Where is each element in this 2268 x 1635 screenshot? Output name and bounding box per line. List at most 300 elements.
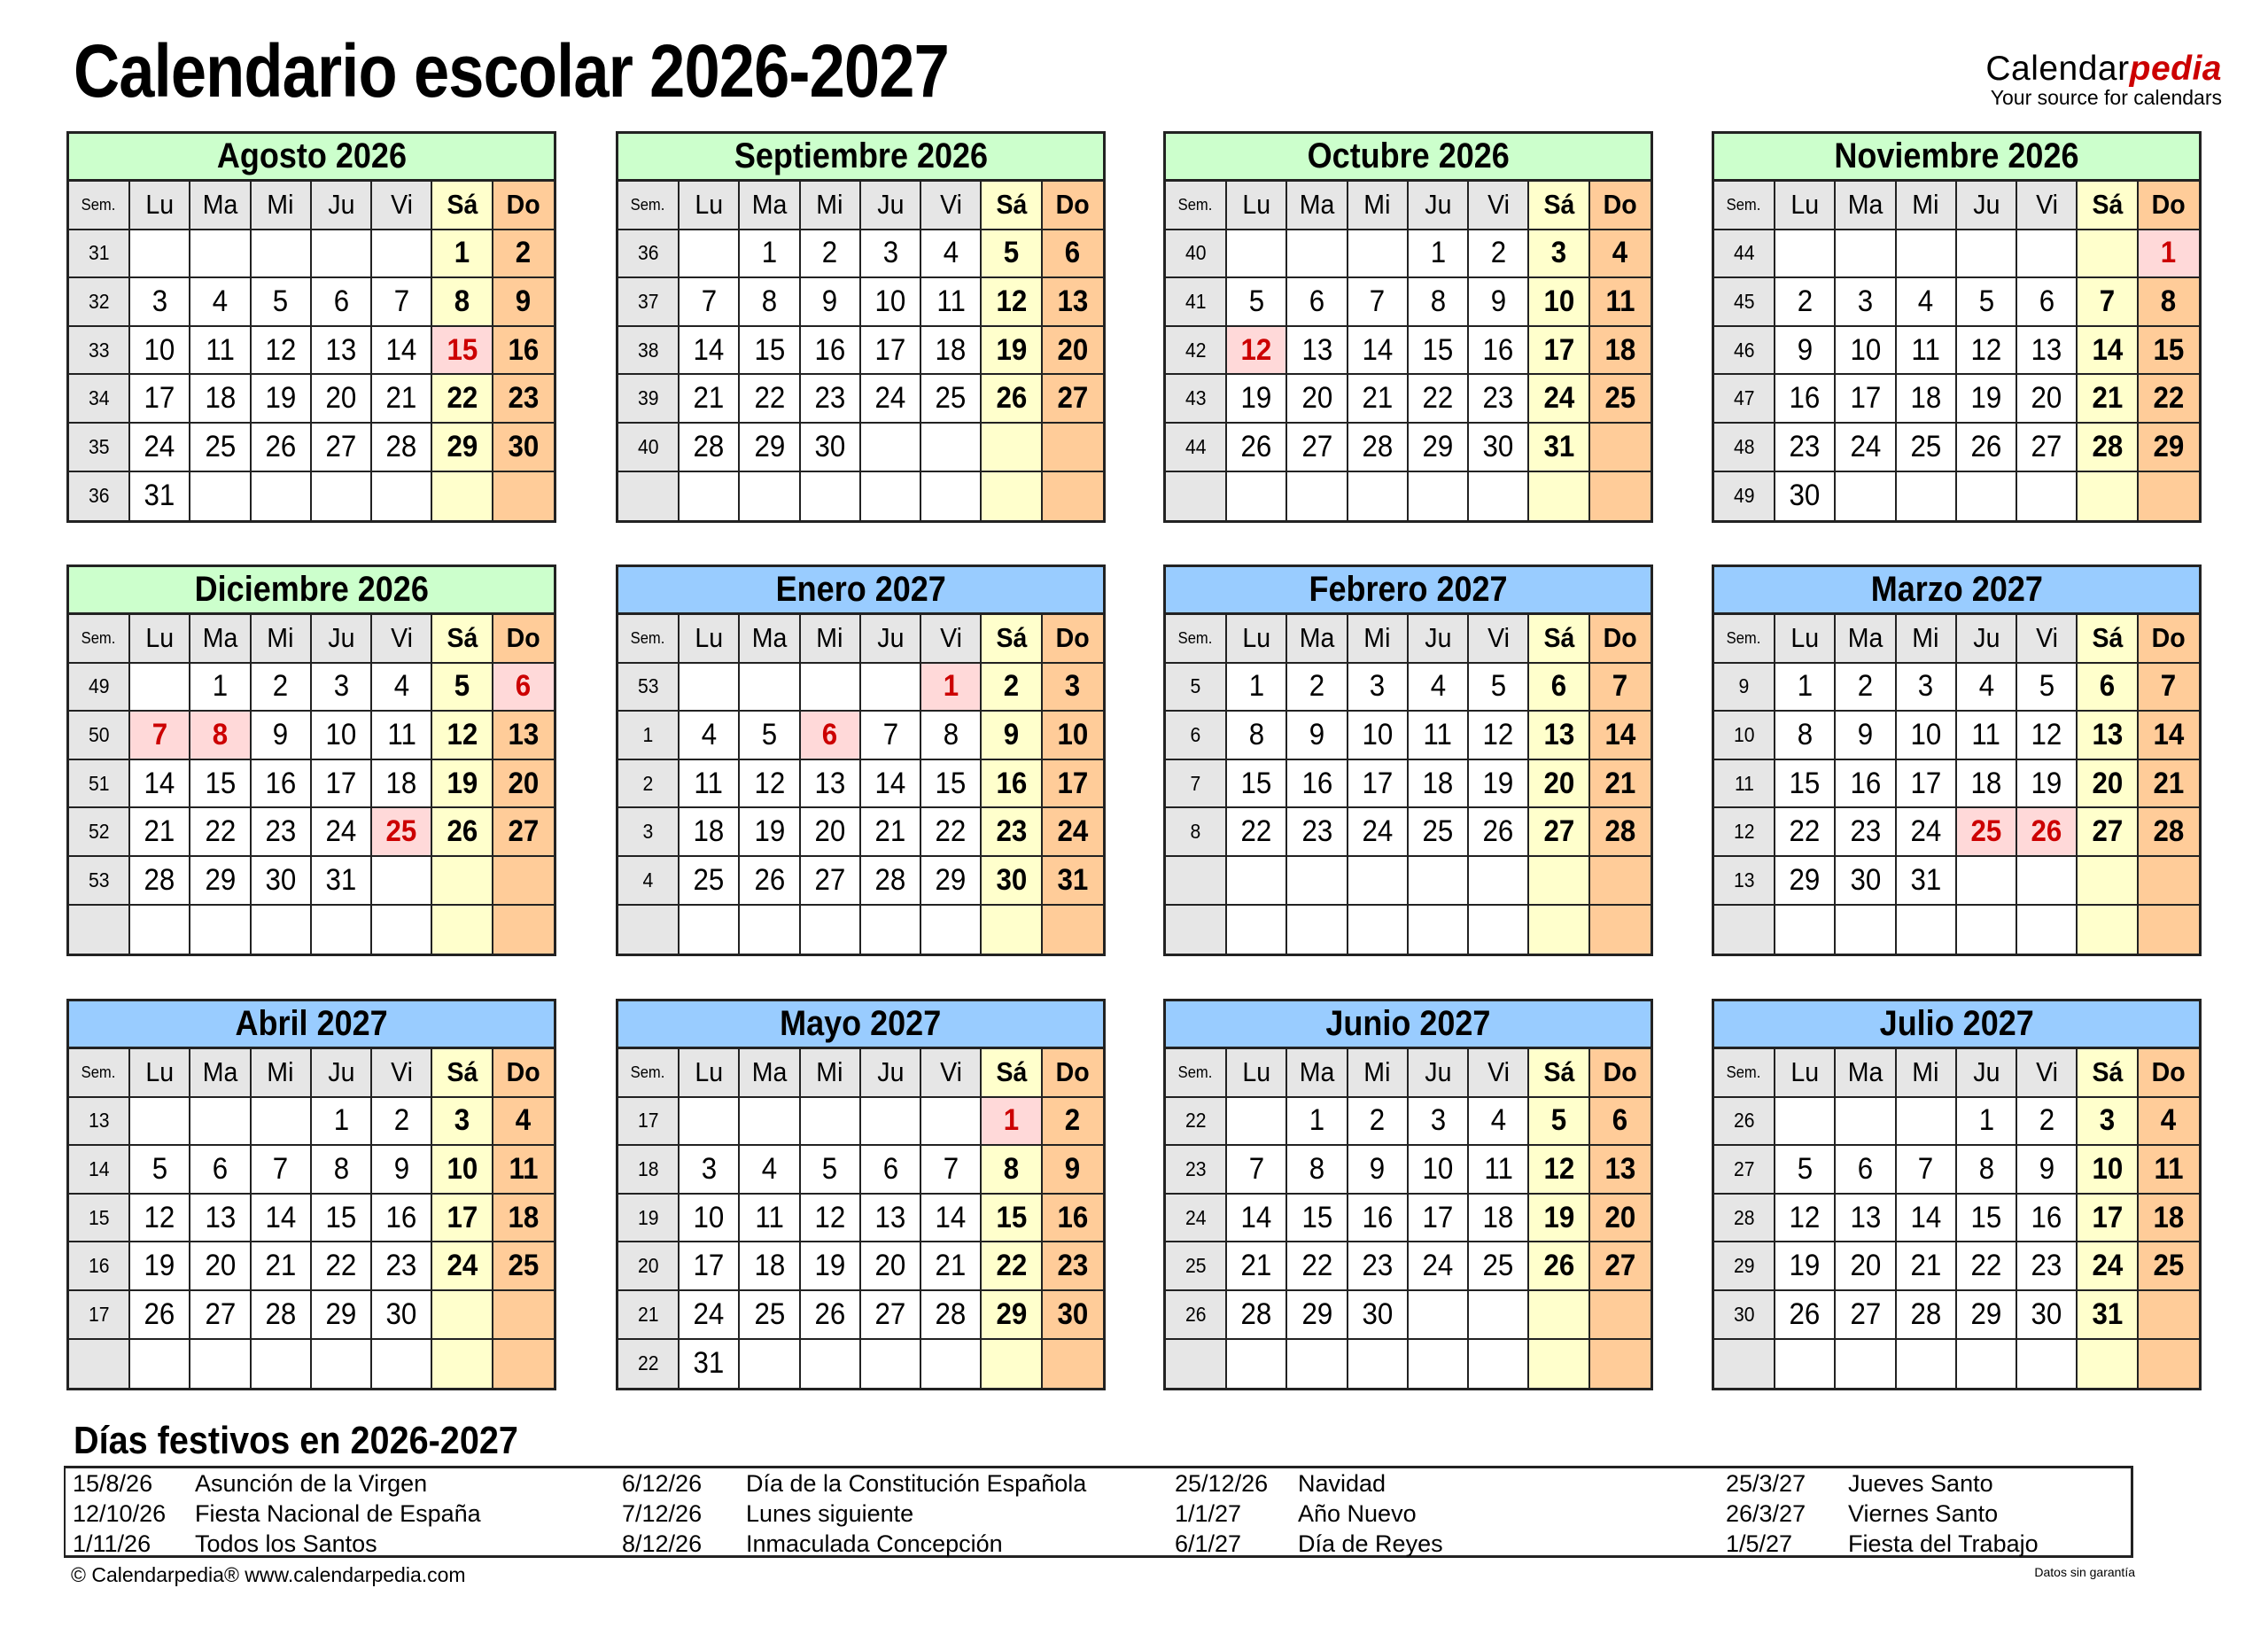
day-cell: 14: [2139, 712, 2199, 760]
day-cell: 2: [493, 230, 554, 279]
week-number: 13: [1714, 857, 1775, 906]
day-cell: 19: [1775, 1242, 1836, 1291]
month-calendar: [66, 131, 556, 523]
empty-day-cell: [1409, 906, 1469, 954]
day-cell: 19: [982, 327, 1042, 376]
empty-day-cell: [432, 857, 493, 906]
day-cell: 18: [740, 1242, 800, 1291]
empty-day-cell: [861, 424, 921, 472]
day-cell: 5: [1529, 1098, 1589, 1147]
day-cell: 11: [1897, 327, 1957, 376]
weekday-header: Vi: [2017, 182, 2078, 230]
month-calendar: [1712, 999, 2202, 1390]
day-cell: 12: [432, 712, 493, 760]
day-cell: 8: [740, 278, 800, 327]
holiday-date: 25/3/27: [1726, 1470, 1806, 1497]
empty-day-cell: [1836, 906, 1896, 954]
week-number: [69, 1340, 130, 1389]
day-cell: 23: [1775, 424, 1836, 472]
empty-day-cell: [2139, 857, 2199, 906]
day-cell: 23: [982, 808, 1042, 857]
month-title: [1166, 134, 1651, 182]
day-cell: 12: [2017, 712, 2078, 760]
month-calendar: [1712, 131, 2202, 523]
day-cell: 10: [861, 278, 921, 327]
day-cell: 29: [740, 424, 800, 472]
empty-day-cell: [252, 1098, 312, 1147]
week-number: 43: [1166, 375, 1227, 424]
weekday-header: Sá: [432, 615, 493, 664]
weekday-header: Vi: [1469, 1049, 1529, 1098]
day-cell: 16: [1287, 760, 1348, 809]
day-cell: 7: [1348, 278, 1409, 327]
week-number: 24: [1166, 1195, 1227, 1243]
day-cell: 22: [921, 808, 982, 857]
day-cell: 27: [861, 1291, 921, 1340]
empty-day-cell: [921, 906, 982, 954]
empty-day-cell: [1348, 1340, 1409, 1389]
weekday-header: Do: [1043, 182, 1103, 230]
week-column-header: Sem.: [69, 1049, 130, 1098]
day-cell: 27: [1043, 375, 1103, 424]
month-title: [618, 567, 1103, 615]
day-cell: 13: [2078, 712, 2138, 760]
week-number: 47: [1714, 375, 1775, 424]
day-cell: 4: [372, 664, 432, 712]
day-cell: 28: [372, 424, 432, 472]
week-number: 10: [1714, 712, 1775, 760]
empty-day-cell: [801, 906, 861, 954]
day-cell: 30: [1836, 857, 1896, 906]
day-cell: 22: [312, 1242, 372, 1291]
day-cell: 18: [921, 327, 982, 376]
empty-day-cell: [1043, 424, 1103, 472]
weekday-header: Sá: [1529, 1049, 1589, 1098]
day-cell: 23: [252, 808, 312, 857]
day-cell: 17: [1348, 760, 1409, 809]
day-cell: 27: [801, 857, 861, 906]
day-cell: 12: [740, 760, 800, 809]
week-number: 53: [618, 664, 680, 712]
weekday-header: Vi: [2017, 1049, 2078, 1098]
month-title-text: Marzo 2027: [1870, 570, 2043, 609]
week-number: 29: [1714, 1242, 1775, 1291]
empty-day-cell: [1409, 857, 1469, 906]
day-cell: 11: [921, 278, 982, 327]
weekday-header: Sá: [982, 615, 1042, 664]
day-cell: 30: [1043, 1291, 1103, 1340]
day-cell: 11: [740, 1195, 800, 1243]
day-cell: 17: [680, 1242, 740, 1291]
day-cell: 15: [312, 1195, 372, 1243]
week-number: 51: [69, 760, 130, 809]
day-cell: 28: [2139, 808, 2199, 857]
week-number: 40: [618, 424, 680, 472]
month-title-text: Diciembre 2026: [194, 570, 429, 609]
week-number: 27: [1714, 1146, 1775, 1195]
holidays-title: Días festivos en 2026-2027: [74, 1419, 518, 1462]
weekday-header: Lu: [680, 615, 740, 664]
day-cell: 13: [1836, 1195, 1896, 1243]
day-cell: 14: [130, 760, 190, 809]
day-cell: 29: [982, 1291, 1042, 1340]
day-cell: 29: [190, 857, 251, 906]
calendarpedia-logo[interactable]: [1985, 51, 2222, 108]
day-cell: 25: [2139, 1242, 2199, 1291]
day-cell: 9: [1043, 1146, 1103, 1195]
day-cell: 16: [801, 327, 861, 376]
weekday-header: Lu: [680, 182, 740, 230]
day-cell: 19: [130, 1242, 190, 1291]
week-number: 8: [1166, 808, 1227, 857]
day-cell: 26: [1529, 1242, 1589, 1291]
day-cell: 9: [2017, 1146, 2078, 1195]
day-cell: 18: [1897, 375, 1957, 424]
day-cell: 18: [1590, 327, 1651, 376]
day-cell: 7: [2139, 664, 2199, 712]
day-cell: 25: [1409, 808, 1469, 857]
day-cell: 7: [2078, 278, 2138, 327]
day-cell: 15: [2139, 327, 2199, 376]
empty-day-cell: [130, 1340, 190, 1389]
day-cell: 31: [1529, 424, 1589, 472]
day-cell: 28: [1348, 424, 1409, 472]
day-cell: 15: [1957, 1195, 2017, 1243]
day-cell: 11: [190, 327, 251, 376]
day-cell: 10: [1529, 278, 1589, 327]
day-cell: 29: [921, 857, 982, 906]
empty-day-cell: [1287, 472, 1348, 521]
weekday-header: Lu: [1227, 1049, 1287, 1098]
empty-day-cell: [432, 906, 493, 954]
weekday-header: Vi: [1469, 615, 1529, 664]
day-cell: 9: [252, 712, 312, 760]
day-cell: 23: [372, 1242, 432, 1291]
empty-day-cell: [190, 1098, 251, 1147]
weekday-header: Sá: [2078, 1049, 2138, 1098]
day-cell: 27: [1836, 1291, 1896, 1340]
day-cell: 2: [1469, 230, 1529, 279]
day-cell: 6: [1529, 664, 1589, 712]
weekday-header: Mi: [801, 182, 861, 230]
day-cell: 27: [2017, 424, 2078, 472]
weekday-header: Ma: [190, 182, 251, 230]
week-column-header: Sem.: [618, 182, 680, 230]
empty-day-cell: [740, 906, 800, 954]
day-cell: 12: [982, 278, 1042, 327]
day-cell: 3: [1529, 230, 1589, 279]
week-number: [1166, 472, 1227, 521]
empty-day-cell: [2078, 906, 2138, 954]
day-cell: 23: [801, 375, 861, 424]
day-cell: 1: [1227, 664, 1287, 712]
day-cell: 11: [493, 1146, 554, 1195]
empty-day-cell: [1775, 1340, 1836, 1389]
day-cell: 3: [1409, 1098, 1469, 1147]
day-cell: 17: [1529, 327, 1589, 376]
empty-day-cell: [1469, 472, 1529, 521]
day-cell: 24: [1836, 424, 1896, 472]
week-column-header: Sem.: [1714, 1049, 1775, 1098]
weekday-header: Ju: [861, 182, 921, 230]
empty-day-cell: [801, 664, 861, 712]
weekday-header: Lu: [130, 182, 190, 230]
day-cell: 12: [130, 1195, 190, 1243]
empty-day-cell: [1897, 906, 1957, 954]
week-number: 5: [1166, 664, 1227, 712]
empty-day-cell: [130, 664, 190, 712]
weekday-header: Vi: [921, 182, 982, 230]
empty-day-cell: [921, 472, 982, 521]
day-cell: 6: [1590, 1098, 1651, 1147]
day-cell: 27: [190, 1291, 251, 1340]
day-cell: 7: [252, 1146, 312, 1195]
day-cell: 1: [190, 664, 251, 712]
day-cell: 20: [1836, 1242, 1896, 1291]
empty-day-cell: [432, 472, 493, 521]
day-cell: 16: [2017, 1195, 2078, 1243]
day-cell: 22: [2139, 375, 2199, 424]
day-cell: 13: [2017, 327, 2078, 376]
day-cell: 24: [432, 1242, 493, 1291]
day-cell: 21: [130, 808, 190, 857]
day-cell: 18: [190, 375, 251, 424]
day-cell: 14: [1348, 327, 1409, 376]
day-cell: 17: [432, 1195, 493, 1243]
day-cell: 18: [2139, 1195, 2199, 1243]
week-number: 9: [1714, 664, 1775, 712]
weekday-header: Sá: [1529, 182, 1589, 230]
day-cell: 28: [1227, 1291, 1287, 1340]
month-title-text: Junio 2027: [1325, 1004, 1491, 1043]
day-cell: 15: [1287, 1195, 1348, 1243]
week-number: 21: [618, 1291, 680, 1340]
day-cell: 26: [432, 808, 493, 857]
empty-day-cell: [130, 230, 190, 279]
empty-day-cell: [740, 472, 800, 521]
day-cell: 5: [982, 230, 1042, 279]
holiday-date: 26/3/27: [1726, 1500, 1806, 1527]
holiday-name: Todos los Santos: [195, 1530, 377, 1557]
empty-day-cell: [2078, 1340, 2138, 1389]
weekday-header: Ma: [740, 182, 800, 230]
day-cell: 11: [1469, 1146, 1529, 1195]
day-cell: 26: [740, 857, 800, 906]
day-cell: 13: [190, 1195, 251, 1243]
weekday-header: Mi: [801, 615, 861, 664]
month-title-text: Febrero 2027: [1309, 570, 1508, 609]
empty-day-cell: [1348, 906, 1409, 954]
day-cell: 2: [2017, 1098, 2078, 1147]
day-cell: 24: [680, 1291, 740, 1340]
weekday-header: Lu: [1775, 1049, 1836, 1098]
day-cell: 30: [2017, 1291, 2078, 1340]
day-cell: 25: [680, 857, 740, 906]
empty-day-cell: [493, 472, 554, 521]
week-column-header: Sem.: [1166, 182, 1227, 230]
day-cell: 1: [312, 1098, 372, 1147]
empty-day-cell: [432, 1291, 493, 1340]
day-cell: 1: [1775, 664, 1836, 712]
month-title: [1166, 1001, 1651, 1049]
day-cell: 26: [1469, 808, 1529, 857]
day-cell: 13: [861, 1195, 921, 1243]
day-cell: 21: [2139, 760, 2199, 809]
day-cell: 29: [312, 1291, 372, 1340]
empty-day-cell: [2017, 230, 2078, 279]
empty-day-cell: [1836, 1340, 1896, 1389]
day-cell: 15: [190, 760, 251, 809]
holiday-name: Jueves Santo: [1848, 1470, 1993, 1497]
empty-day-cell: [2139, 1340, 2199, 1389]
day-cell: 21: [1590, 760, 1651, 809]
empty-day-cell: [680, 472, 740, 521]
day-cell: 20: [861, 1242, 921, 1291]
empty-day-cell: [312, 472, 372, 521]
weekday-header: Ma: [1287, 615, 1348, 664]
day-cell: 20: [1529, 760, 1589, 809]
week-number: 36: [618, 230, 680, 279]
empty-day-cell: [130, 906, 190, 954]
empty-day-cell: [680, 664, 740, 712]
week-number: 38: [618, 327, 680, 376]
empty-day-cell: [252, 906, 312, 954]
weekday-header: Sá: [432, 182, 493, 230]
weekday-header: Lu: [130, 1049, 190, 1098]
empty-day-cell: [1836, 472, 1896, 521]
day-cell: 16: [1348, 1195, 1409, 1243]
day-cell: 6: [2078, 664, 2138, 712]
empty-day-cell: [861, 472, 921, 521]
day-cell: 7: [372, 278, 432, 327]
empty-day-cell: [1409, 1291, 1469, 1340]
day-cell: 2: [1836, 664, 1896, 712]
weekday-header: Vi: [1469, 182, 1529, 230]
day-cell: 14: [861, 760, 921, 809]
day-cell: 12: [252, 327, 312, 376]
day-cell: 24: [1409, 1242, 1469, 1291]
day-cell: 14: [1590, 712, 1651, 760]
week-number: 20: [618, 1242, 680, 1291]
empty-day-cell: [1469, 857, 1529, 906]
empty-day-cell: [493, 1340, 554, 1389]
empty-day-cell: [801, 1098, 861, 1147]
day-cell: 12: [1957, 327, 2017, 376]
weekday-header: Vi: [921, 615, 982, 664]
weekday-header: Mi: [1348, 182, 1409, 230]
day-cell: 8: [1775, 712, 1836, 760]
day-cell: 8: [1409, 278, 1469, 327]
day-cell: 17: [2078, 1195, 2138, 1243]
day-cell: 5: [1957, 278, 2017, 327]
day-cell: 17: [312, 760, 372, 809]
day-cell: 27: [1287, 424, 1348, 472]
holiday-day-cell: 7: [130, 712, 190, 760]
empty-day-cell: [1957, 472, 2017, 521]
month-title-text: Octubre 2026: [1307, 136, 1510, 175]
day-cell: 21: [372, 375, 432, 424]
empty-day-cell: [861, 664, 921, 712]
day-cell: 7: [1590, 664, 1651, 712]
day-cell: 19: [1957, 375, 2017, 424]
day-cell: 2: [1775, 278, 1836, 327]
month-title: [618, 134, 1103, 182]
day-cell: 22: [1409, 375, 1469, 424]
day-cell: 5: [432, 664, 493, 712]
week-number: 44: [1714, 230, 1775, 279]
empty-day-cell: [1409, 472, 1469, 521]
day-cell: 4: [1590, 230, 1651, 279]
weekday-header: Do: [1043, 615, 1103, 664]
month-calendar: [1712, 564, 2202, 956]
day-cell: 25: [1469, 1242, 1529, 1291]
day-cell: 21: [1897, 1242, 1957, 1291]
empty-day-cell: [1287, 906, 1348, 954]
empty-day-cell: [1043, 906, 1103, 954]
weekday-header: Ju: [1409, 182, 1469, 230]
day-cell: 13: [493, 712, 554, 760]
holiday-date: 7/12/26: [622, 1500, 703, 1527]
day-cell: 4: [680, 712, 740, 760]
day-cell: 25: [190, 424, 251, 472]
day-cell: 24: [1529, 375, 1589, 424]
weekday-header: Lu: [1775, 182, 1836, 230]
week-number: 23: [1166, 1146, 1227, 1195]
day-cell: 23: [1043, 1242, 1103, 1291]
weekday-header: Ma: [1287, 1049, 1348, 1098]
weekday-header: Mi: [252, 1049, 312, 1098]
weekday-header: Ma: [1836, 1049, 1896, 1098]
week-number: 18: [618, 1146, 680, 1195]
empty-day-cell: [740, 1340, 800, 1389]
day-cell: 21: [1348, 375, 1409, 424]
week-number: [618, 906, 680, 954]
empty-day-cell: [1529, 472, 1589, 521]
weekday-header: Ma: [1836, 615, 1896, 664]
day-cell: 8: [1957, 1146, 2017, 1195]
empty-day-cell: [2017, 857, 2078, 906]
day-cell: 6: [190, 1146, 251, 1195]
week-number: 36: [69, 472, 130, 521]
day-cell: 21: [861, 808, 921, 857]
day-cell: 18: [372, 760, 432, 809]
day-cell: 13: [801, 760, 861, 809]
empty-day-cell: [801, 1340, 861, 1389]
empty-day-cell: [921, 424, 982, 472]
day-cell: 1: [1287, 1098, 1348, 1147]
day-cell: 21: [680, 375, 740, 424]
empty-day-cell: [252, 472, 312, 521]
day-cell: 18: [1469, 1195, 1529, 1243]
day-cell: 10: [1348, 712, 1409, 760]
weekday-header: Do: [493, 182, 554, 230]
weekday-header: Ju: [1957, 615, 2017, 664]
day-cell: 20: [493, 760, 554, 809]
day-cell: 30: [1348, 1291, 1409, 1340]
week-number: 41: [1166, 278, 1227, 327]
empty-day-cell: [861, 906, 921, 954]
day-cell: 23: [1469, 375, 1529, 424]
day-cell: 20: [312, 375, 372, 424]
day-cell: 28: [861, 857, 921, 906]
day-cell: 5: [252, 278, 312, 327]
week-number: [618, 472, 680, 521]
weekday-header: Vi: [372, 182, 432, 230]
day-cell: 7: [1897, 1146, 1957, 1195]
weekday-header: Ju: [1957, 1049, 2017, 1098]
week-column-header: Sem.: [1714, 182, 1775, 230]
weekday-header: Do: [493, 1049, 554, 1098]
